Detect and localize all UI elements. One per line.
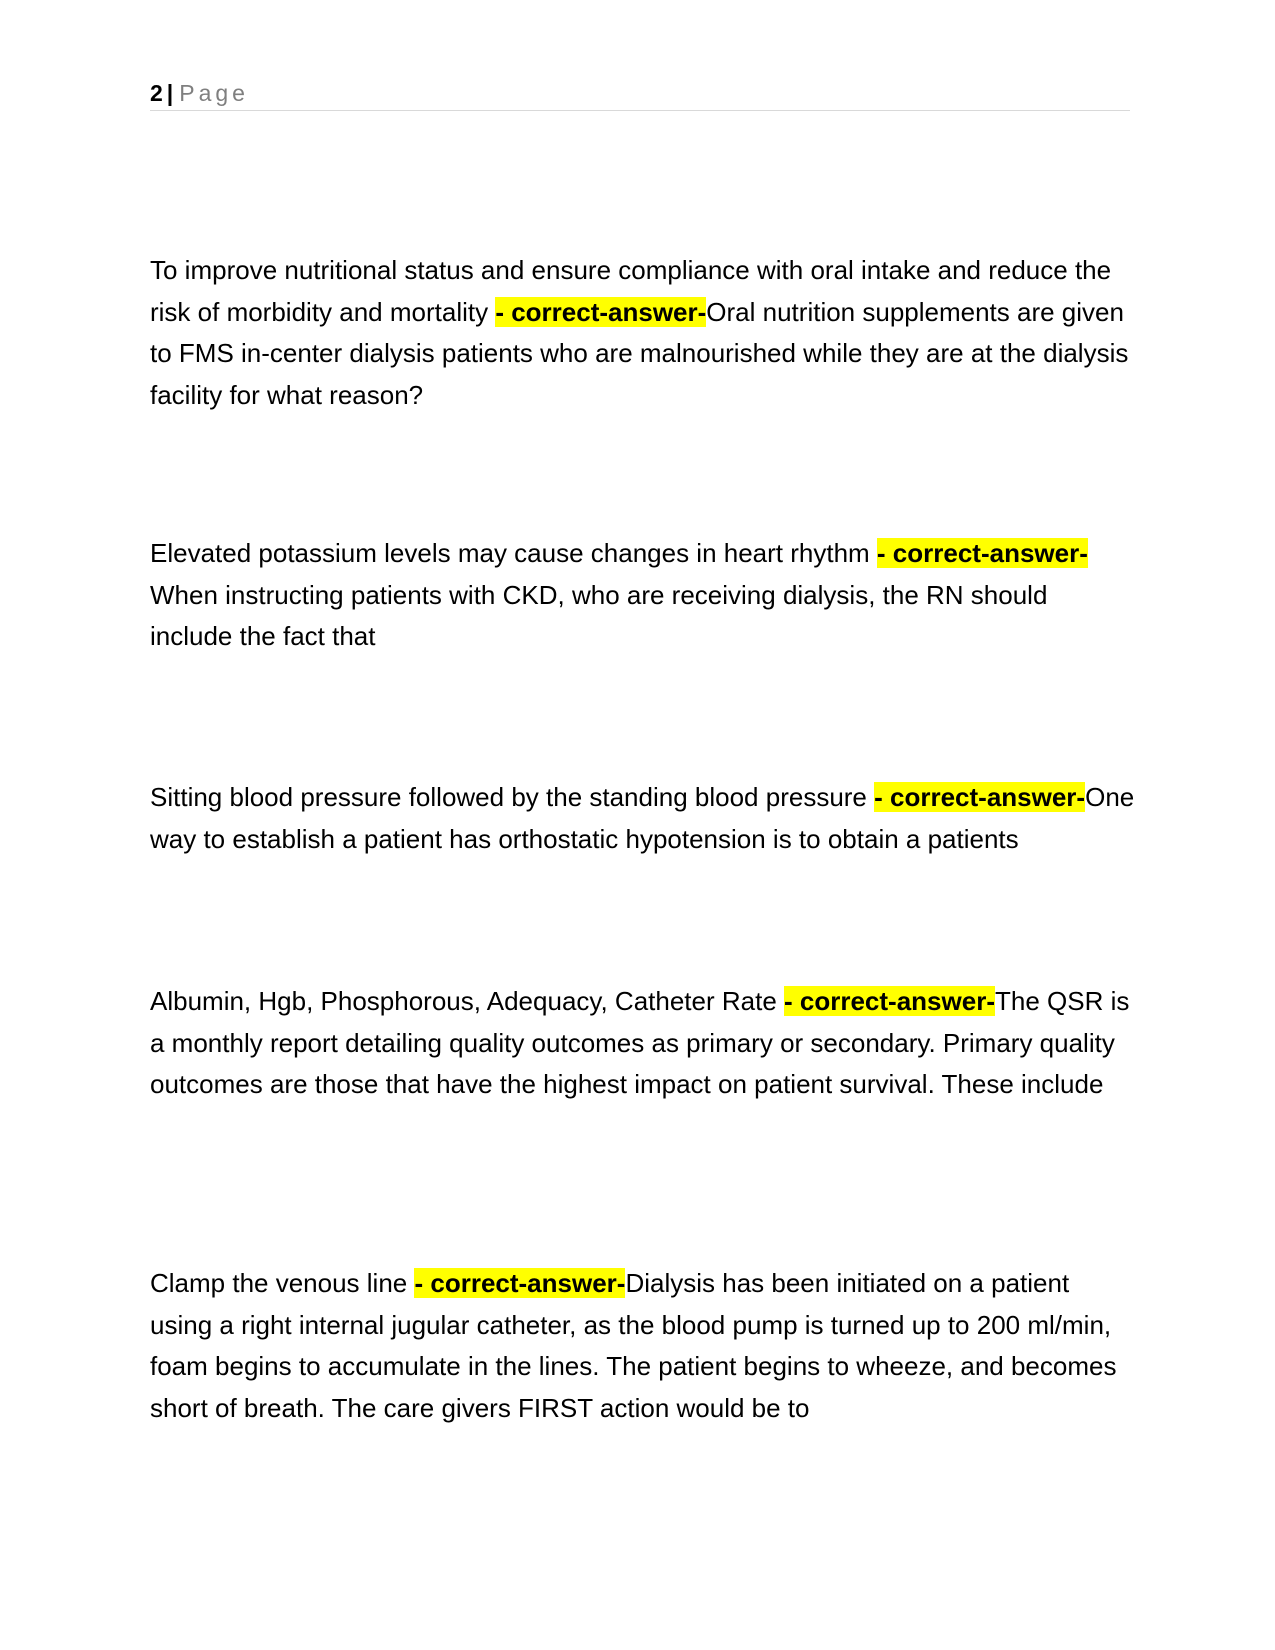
correct-answer-marker: - correct-answer- [874,782,1086,812]
correct-answer-marker: - correct-answer- [414,1268,626,1298]
question-text: When instructing patients with CKD, who are receiving dialysis, the RN should include the fact that [150,579,1048,651]
page-label: Page [179,80,249,106]
qa-item-5 [150,1263,1135,1429]
qa-item-3 [150,777,1135,860]
answer-text: Albumin, Hgb, Phosphorous, Adequacy, Catheter Rate [150,986,785,1016]
qa-item-2 [150,533,1135,658]
qa-item-4 [150,981,1135,1106]
question-text: One way to establish a patient has orthostatic hypotension is to obtain a patients [150,782,1135,854]
page-separator: | [166,80,174,106]
question-text: Oral nutrition supplements are given to FMS in-center dialysis patients who are malnourished while they are at the dialysis facility for what reason? [150,296,1129,410]
correct-answer-marker: - correct-answer- [495,296,707,327]
page-header [150,78,1130,111]
answer-text: Sitting blood pressure followed by the standing blood pressure [150,782,875,812]
answer-text: Clamp the venous line [150,1268,415,1298]
correct-answer-marker: - correct-answer- [784,986,995,1016]
page-number: 2 [150,80,163,106]
question-text: Dialysis has been initiated on a patient using a right internal jugular catheter, as the blood pump is turned up to 200 ml/min, foam begins to accumulate in the lines. The patient begins to wheeze, and becomes short of breath. The care givers FIRST action would be to [150,1268,1117,1423]
qa-item-1 [150,250,1135,416]
answer-text: To improve nutritional status and ensure compliance with oral intake and reduce the risk of morbidity and mortality [150,255,1112,327]
question-text: The QSR is a monthly report detailing quality outcomes as primary or secondary. Primary quality outcomes are those that have the highest impact on patient survival. These include [150,986,1130,1099]
answer-text: Elevated potassium levels may cause changes in heart rhythm [150,538,877,568]
correct-answer-marker: - correct-answer- [876,538,1088,568]
